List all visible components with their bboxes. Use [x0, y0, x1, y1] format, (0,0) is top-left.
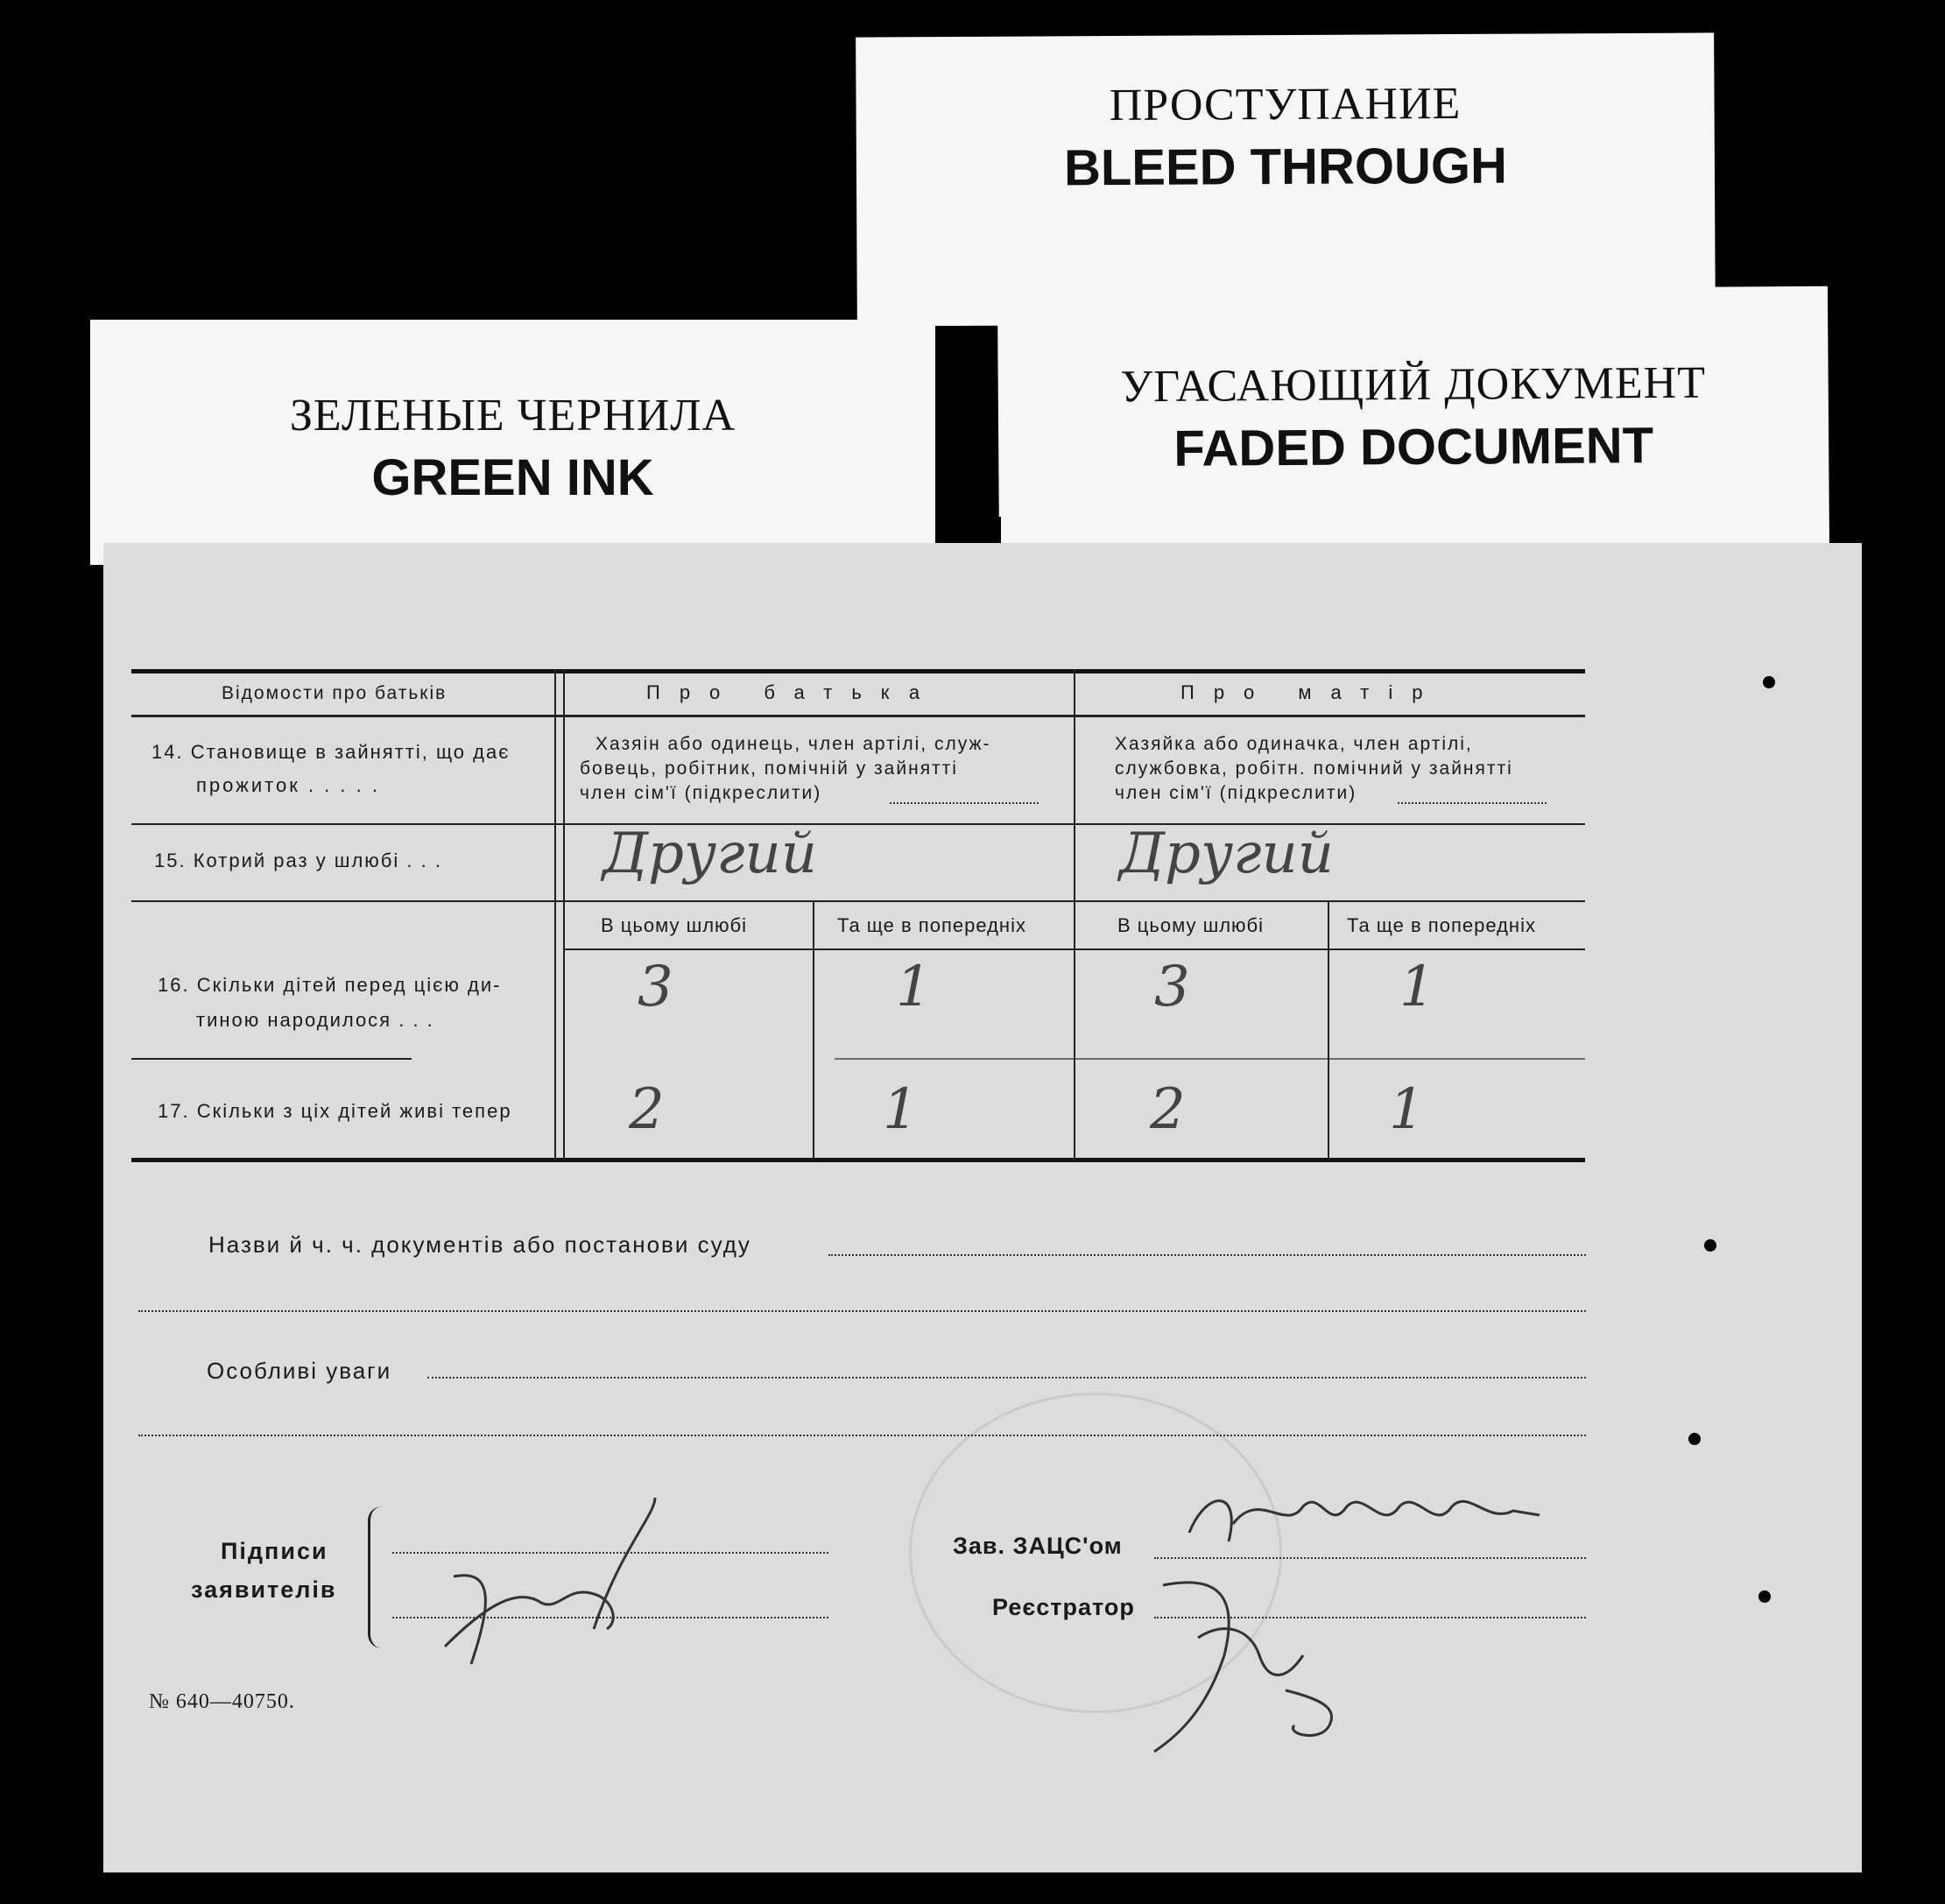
- table-top-rule: [131, 669, 1585, 673]
- row17-mother-previous: 1: [1389, 1077, 1425, 1142]
- row15-father-handwriting: Другий: [603, 822, 817, 886]
- row14-mother-1: Хазяйка або одиначка, член артілі,: [1115, 734, 1473, 754]
- header-col1: Відомости про батьків: [222, 683, 447, 703]
- documents-label: Назви й ч. ч. документів або постанови суду: [208, 1231, 751, 1258]
- col-divider-3: [1074, 669, 1075, 1160]
- bleed-through-label-card: [856, 32, 1716, 326]
- row16-rule: [835, 1058, 1585, 1060]
- registration-form: [103, 543, 1862, 1872]
- form-number: № 640—40750.: [149, 1690, 295, 1713]
- punch-hole: [1704, 1239, 1716, 1252]
- punch-hole: [1763, 676, 1775, 688]
- green-ink-label-card: [90, 320, 935, 565]
- header-father: Про батька: [646, 681, 940, 703]
- row14-rule: [131, 823, 1585, 825]
- row14-mother-2: службовка, робітн. помічний у зайнятті: [1115, 758, 1513, 779]
- col-divider-1: [554, 669, 556, 1160]
- row16-father-previous: 1: [896, 955, 932, 1019]
- row14-father-2: бовець, робітник, помічній у зайнятті: [580, 758, 958, 779]
- bleed-through-ru: ПРОСТУПАНИЕ: [1109, 78, 1462, 131]
- signatures-brace: [368, 1506, 388, 1648]
- header-mother: Про матір: [1180, 681, 1442, 703]
- signatures-label-2: заявителів: [191, 1576, 337, 1603]
- punch-hole: [1688, 1433, 1701, 1445]
- row14-mother-dots: [1398, 802, 1547, 804]
- remarks-dots-1: [427, 1377, 1586, 1379]
- remarks-dots-2: [138, 1435, 1586, 1436]
- subheader-father-current: В цьому шлюбі: [601, 914, 748, 936]
- subheader-father-previous: Та ще в попередніх: [837, 914, 1026, 936]
- documents-dots-1: [828, 1254, 1586, 1256]
- documents-dots-2: [138, 1310, 1586, 1312]
- applicant-signature: [392, 1498, 708, 1708]
- row14-father-1: Хазяін або одинець, член артілі, служ-: [595, 734, 991, 754]
- row16-label-2: тиною народилося . . .: [196, 1009, 434, 1031]
- row14-father-3: член сім'ї (підкреслити): [580, 783, 822, 803]
- faded-document-label-card: [997, 286, 1829, 560]
- faded-document-ru: УГАСАЮЩИЙ ДОКУМЕНТ: [1120, 357, 1707, 413]
- subheader-mother-current: В цьому шлюбі: [1117, 914, 1265, 936]
- table-bottom-rule: [131, 1158, 1585, 1162]
- col-divider-4: [1328, 900, 1329, 1160]
- row16-label-1: 16. Скільки дітей перед цією ди-: [158, 974, 502, 996]
- row14-label-2: прожиток . . . . .: [196, 774, 380, 796]
- row16-rule-label: [131, 1058, 412, 1060]
- punch-hole: [1758, 1590, 1771, 1603]
- remarks-label: Особливі уваги: [207, 1357, 392, 1384]
- row15-rule: [131, 900, 1585, 902]
- bleed-through-en: BLEED THROUGH: [1063, 137, 1508, 197]
- row14-mother-3: член сім'ї (підкреслити): [1115, 783, 1357, 803]
- row17-mother-current: 2: [1150, 1077, 1186, 1142]
- subheader-mother-previous: Та ще в попередніх: [1347, 914, 1536, 936]
- faded-document-en: FADED DOCUMENT: [1173, 417, 1654, 477]
- green-ink-ru: ЗЕЛЕНЫЕ ЧЕРНИЛА: [289, 391, 736, 441]
- row14-father-dots: [890, 802, 1039, 804]
- row16-mother-previous: 1: [1399, 955, 1435, 1019]
- signatures-label-1: Підписи: [221, 1538, 328, 1564]
- row15-label: 15. Котрий раз у шлюбі . . .: [154, 850, 442, 871]
- row16-father-current: 3: [638, 955, 673, 1019]
- green-ink-en: GREEN INK: [371, 449, 654, 506]
- row17-father-current: 2: [629, 1077, 665, 1142]
- registrar-signature: [1110, 1559, 1391, 1760]
- col-divider-1b: [563, 669, 565, 1160]
- row17-father-previous: 1: [883, 1077, 919, 1142]
- header-rule: [131, 715, 1585, 717]
- head-label: Зав. ЗАЦС'ом: [953, 1533, 1123, 1559]
- col-divider-2: [813, 900, 814, 1160]
- registrar-label: Реєстратор: [992, 1594, 1135, 1620]
- row14-label-1: 14. Становище в зайнятті, що дає: [152, 741, 511, 763]
- row15-mother-handwriting: Другий: [1119, 822, 1334, 886]
- row17-label: 17. Скільки з ціх дітей живі тепер: [158, 1100, 512, 1122]
- row16-mother-current: 3: [1154, 955, 1190, 1019]
